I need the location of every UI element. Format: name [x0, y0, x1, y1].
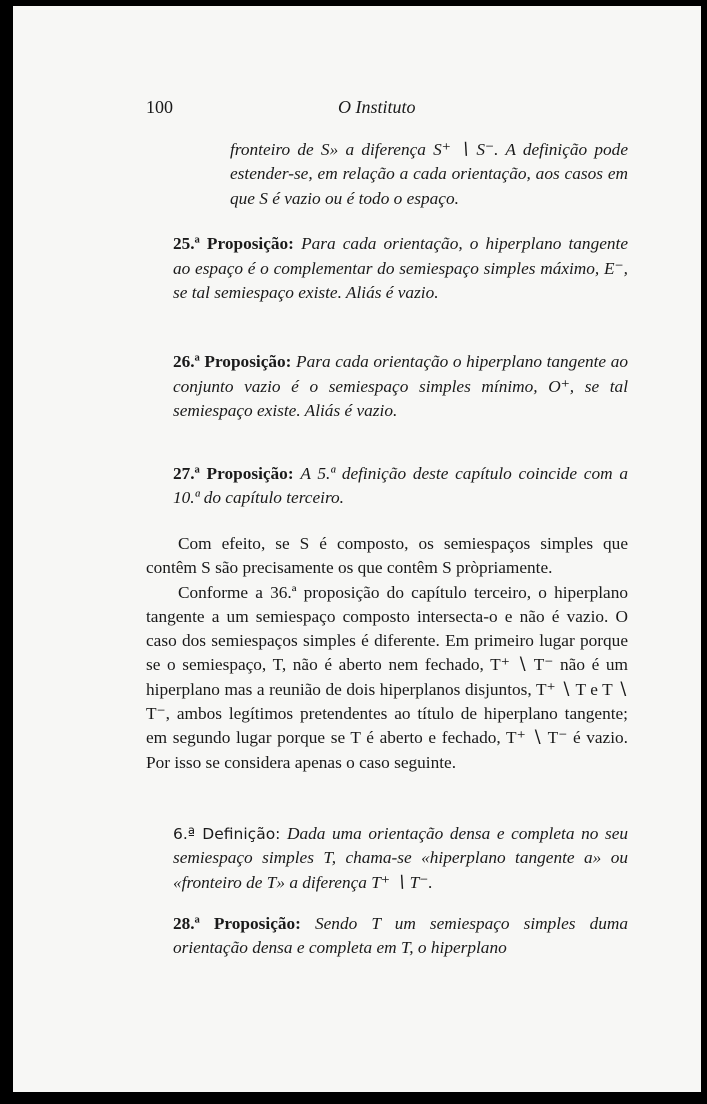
body-text	[146, 532, 628, 775]
proposition-25	[173, 232, 628, 306]
proposition-26	[173, 350, 628, 424]
paragraph-2: Conforme a 36.ª proposição do capítulo terceiro, o hiperplano tangente a um semiespaço composto intersecta-o e não é vazio. O caso dos semiespaços simples é diferente. Em primeiro lugar porque se o semiespaço, T, não é aberto nem fechado, T⁺ ∖ T⁻ não é um hiperplano mas a reunião de dois hiperplanos disjuntos, T⁺ ∖ T e T ∖ T⁻, ambos legítimos pretendentes ao título de hiperplano tangente; em segundo lugar porque se T é aberto e fechado, T⁺ ∖ T⁻ é vazio. Por isso se considera apenas o caso seguinte.	[146, 582, 628, 772]
proposition-27-text: A 5.ª definição deste capítulo coincide com a 10.ª do capítulo terceiro.	[173, 464, 628, 508]
continuation-paragraph: fronteiro de S» a diferença S⁺ ∖ S⁻. A definição pode estender-se, em relação a cada orientação, aos casos em que S é vazio ou é todo o espaço.	[230, 140, 628, 208]
proposition-27-label: 27.ª Proposição:	[173, 464, 294, 483]
proposition-28	[173, 912, 628, 961]
running-title: O Instituto	[338, 97, 416, 117]
definition-6-label: 6.ª Definição:	[173, 825, 281, 843]
proposition-26-label: 26.ª Proposição:	[173, 352, 292, 371]
proposition-26-text: Para cada orientação o hiperplano tangente ao conjunto vazio é o semiespaço simples mínimo, O⁺, se tal semiespaço existe. Aliás é vazio.	[173, 352, 628, 420]
proposition-28-text: Sendo T um semiespaço simples duma orientação densa e completa em T, o hiperplano	[173, 914, 628, 958]
book-page	[13, 6, 701, 1092]
paragraph-1: Com efeito, se S é composto, os semiespaços simples que contêm S são precisamente os que contêm S pròpriamente.	[146, 534, 628, 578]
proposition-27	[173, 462, 628, 511]
page-number: 100	[146, 97, 173, 117]
definition-6	[173, 822, 628, 895]
definition-6-text: Dada uma orientação densa e completa no seu semiespaço simples T, chama-se «hiperplano tangente a» ou «fronteiro de T» a diferença T⁺ ∖ T⁻.	[173, 824, 628, 892]
proposition-28-label: 28.ª Proposição:	[173, 914, 301, 933]
proposition-25-label: 25.ª Proposição:	[173, 234, 294, 253]
proposition-25-text: Para cada orientação, o hiperplano tangente ao espaço é o complementar do semiespaço simples máximo, E⁻, se tal semiespaço existe. Aliás é vazio.	[173, 234, 628, 302]
